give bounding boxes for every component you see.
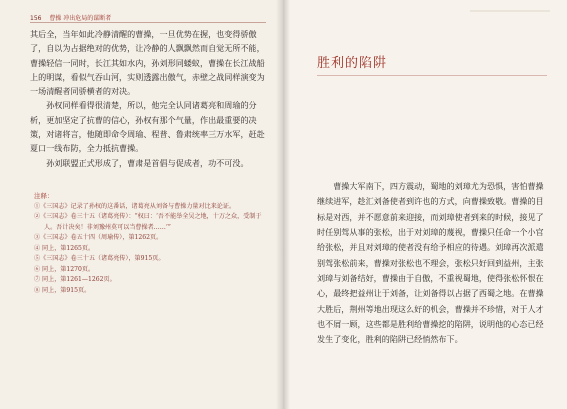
- footnotes: [34, 202, 266, 296]
- notes-title: 注释：: [34, 192, 54, 200]
- chapter-title-divider: [317, 75, 547, 76]
- footnote: ④ 同上，第1265页。: [34, 244, 95, 252]
- paragraph: 曹操大军南下，四方震动，蜀地的刘璋尤为恐惧，害怕曹操继续进军，趁汇刘备使者到许也的方式，向曹操致敬。曹操的目标是对西，并不愿意前来迎接，而刘璋使者到来的时候，接见了时任别驾从事的张松，出于对刘璋的蔑视，曹操只任命一个小官给张松，并且对刘璋的使者没有给予相应的待遇。刘璋再次派遣别驾张松前来，曹操对张松也不理会，张松只好回到益州，主张刘璋与刘备结好，曹操由于自傲，不重视蜀地，使得张松怀恨在心，最终把益州让于刘备，让刘备得以占据了西蜀之地。在曹操大胜后，荆州等地出现这么好的机会，曹操并不珍惜，对于人才也不屑一顾，这些都是胜利给曹操挖的陷阱，说明他的心态已经发生了变化，胜利的陷阱已经悄然布下。: [317, 181, 544, 345]
- paragraph: 孙权同样看得很清楚，所以，他完全认同诸葛亮和周瑜的分析，更加坚定了抗曹的信心，孙权有那个气量，作出最重要的决策，对诸将言，他随即命令周瑜、程普、鲁肃统率三万水军，赶赴夏口一线布防，全力抵抗曹操。: [30, 100, 265, 154]
- paragraph: 其后全，当年如此冷静清醒的曹操，一旦优势在握，也变得骄傲了，自以为占据绝对的优势，让冷静的人飘飘然而自觉无所不能，曹操轻信一同时，长江其如水内，孙刘形同蝼蚁，曹操在长江战船上的明谋，看似气吞山河，实则透露出傲气，赤壁之战同样演变为一场清醒者同骄横者的对决。: [30, 29, 265, 97]
- footnote: ②《三国志》卷三十五（诸葛亮传）：“权曰：‘吾不能举全吴之地，十万之众，受制于人。吾计决矣！非刘豫州莫可以当曹操者……’”: [34, 213, 262, 231]
- running-header: [30, 13, 111, 22]
- page-edge-mark: [470, 10, 550, 12]
- footnote: ⑦ 同上，第1261—1262页。: [34, 276, 116, 284]
- book-gutter: [276, 0, 290, 409]
- paragraph: 孙刘联盟正式形成了，曹肃是首倡与促成者，功不可没。: [46, 157, 249, 168]
- footnote: ①《三国志》记录了孙权的这番话，诸葛亮从刘备与曹操力量对比来论证。: [34, 203, 236, 210]
- footnote: ③《三国志》卷五十四（周瑜传），第1262页。: [34, 234, 163, 242]
- footnote: ⑤《三国志》卷三十五（诸葛亮传），第915页。: [34, 255, 165, 263]
- footnote: ⑧ 同上，第915页。: [34, 286, 91, 294]
- left-body-text: [30, 27, 267, 170]
- right-body-text: [317, 179, 547, 348]
- footnote: ⑥ 同上，第1270页。: [34, 265, 95, 273]
- page-number: 156: [30, 15, 42, 22]
- running-header-title: 曹操 冲出危局的谋断者: [49, 15, 112, 22]
- chapter-title: 胜利的陷阱: [317, 56, 388, 71]
- header-divider: [30, 22, 266, 23]
